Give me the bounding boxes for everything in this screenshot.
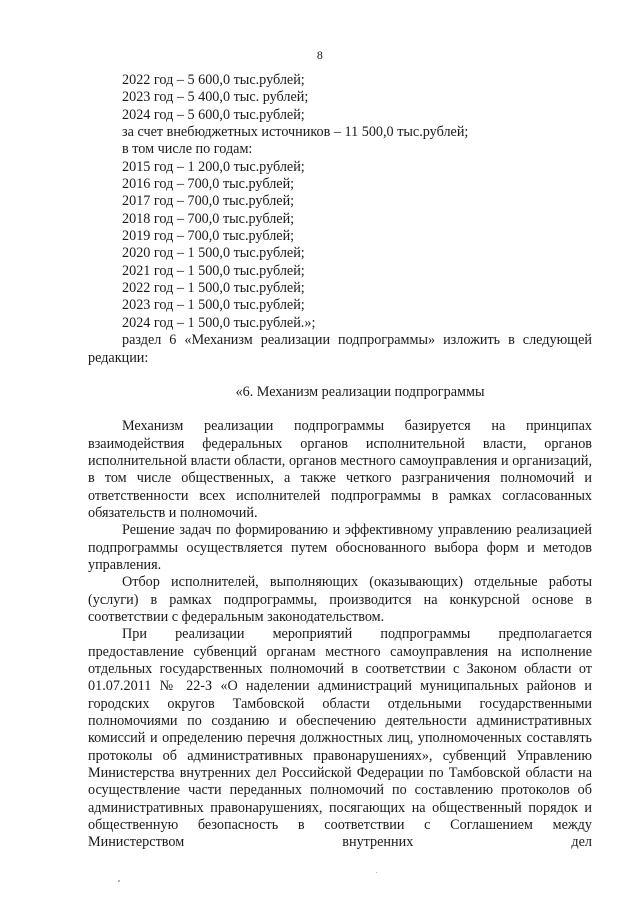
paragraph: При реализации мероприятий подпрограммы предполагается предоставление субвенций органам местного самоуправления на исполнение отдельных государственных полномочий в соответствии с Законом области от 01.07.2011 № 22-З «О наделении администраций муниципальных районов и городских округов Тамбовской области отдельными государственными полномочиями по созданию и обеспечению деятельности административных комиссий и определению перечня должностных лиц, уполномоченных составлять протоколы об административных правонарушениях», субвенций Управлению Министерства внутренних дел Российской Федерации по Тамбовской области на осуществление части переданных полномочий по составлению протоколов об административных правонарушениях, посягающих на общественный порядок и общественную безопасность в соответствии с Соглашением между Министерством внутренних дел: [88, 626, 592, 851]
list-item: 2020 год – 1 500,0 тыс.рублей;: [122, 245, 305, 262]
scan-speck: [118, 880, 120, 882]
scan-speck: [376, 872, 377, 873]
list-item: 2023 год – 1 500,0 тыс.рублей;: [122, 297, 305, 314]
list-item: 2022 год – 5 600,0 тыс.рублей;: [122, 72, 305, 88]
list-item: 2017 год – 700,0 тыс.рублей;: [122, 193, 295, 210]
document-body: [88, 72, 592, 852]
list-item: 2016 год – 700,0 тыс.рублей;: [122, 176, 295, 193]
paragraph: Механизм реализации подпрограммы базируется на принципах взаимодействия федеральных органов исполнительной власти, органов исполнительной власти области, органов местного самоуправления и организаций, в том числе общественных, а также четкого разграничения полномочий и ответственности всех исполнителей подпрограммы в рамках согласованных обязательств и полномочий.: [88, 418, 592, 521]
funding-list: [88, 72, 592, 332]
page-number: 8: [316, 48, 324, 62]
list-item: 2018 год – 700,0 тыс.рублей;: [122, 210, 295, 227]
list-item: 2023 год – 5 400,0 тыс. рублей;: [122, 89, 309, 106]
list-item: 2015 год – 1 200,0 тыс.рублей;: [122, 158, 305, 175]
list-item: 2022 год – 1 500,0 тыс.рублей;: [122, 280, 305, 297]
paragraph: Отбор исполнителей, выполняющих (оказывающих) отдельные работы (услуги) в рамках подпрограммы, производится на конкурсной основе в соответствии с федеральным законодательством.: [88, 574, 592, 625]
list-item: 2019 год – 700,0 тыс.рублей;: [122, 228, 295, 245]
list-item: в том числе по годам:: [122, 141, 253, 158]
section-intro: раздел 6 «Механизм реализации подпрограммы» изложить в следующей редакции:: [88, 332, 592, 366]
list-item: 2024 год – 1 500,0 тыс.рублей.»;: [122, 314, 316, 331]
list-item: 2024 год – 5 600,0 тыс.рублей;: [122, 106, 305, 123]
section-heading: «6. Механизм реализации подпрограммы: [235, 383, 485, 400]
paragraph: Решение задач по формированию и эффективному управлению реализацией подпрограммы осуществляется путем обоснованного выбора форм и методов управления.: [88, 522, 592, 573]
list-item: за счет внебюджетных источников – 11 500,0 тыс.рублей;: [122, 124, 469, 141]
list-item: 2021 год – 1 500,0 тыс.рублей;: [122, 262, 305, 279]
